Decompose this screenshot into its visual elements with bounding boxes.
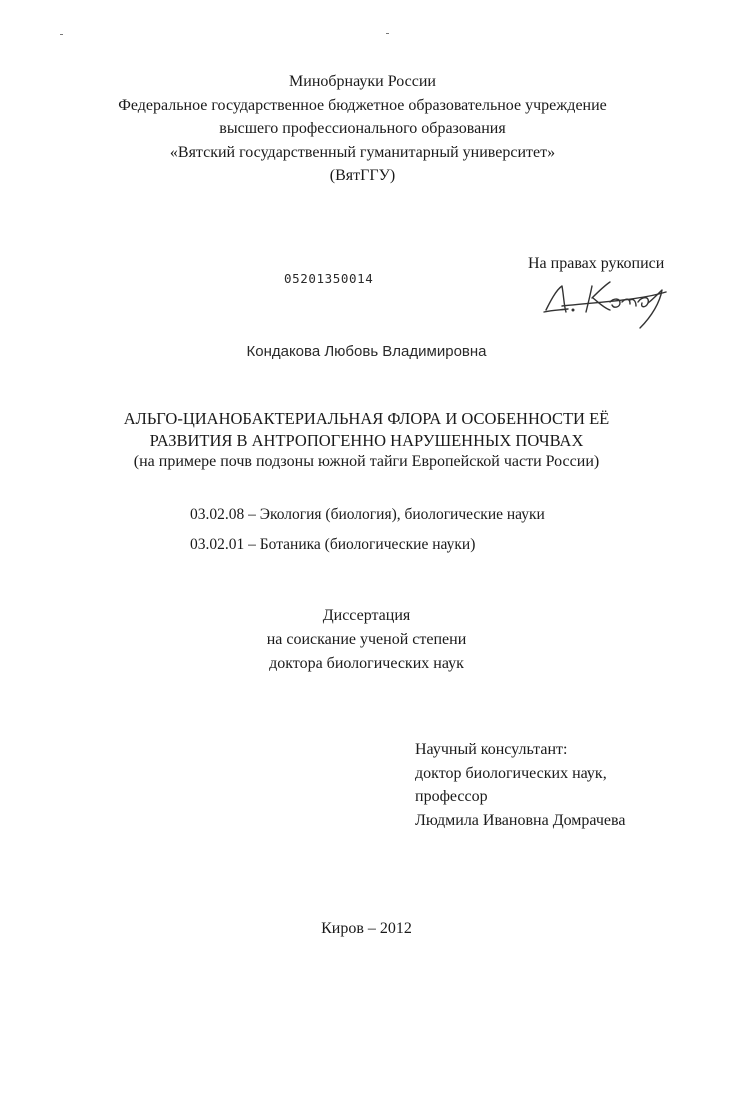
place-and-year (0, 917, 733, 941)
institution-line-2: высшего профессионального образования (219, 120, 506, 137)
consultant-name: Людмила Ивановна Домрачева (415, 811, 626, 829)
document-registration-code: 05201350014 (284, 271, 374, 286)
ministry-name: Минобрнауки России (289, 73, 436, 90)
specialty-codes (190, 500, 545, 560)
title-line-1: АЛЬГО-ЦИАНОБАКТЕРИАЛЬНАЯ ФЛОРА И ОСОБЕННОСТИ ЕЁ (123, 409, 610, 428)
author-name: Кондакова Любовь Владимировна (246, 343, 487, 360)
consultant-degree: доктор биологических наук, (415, 764, 607, 782)
city-year: Киров – 2012 (321, 920, 412, 937)
scan-speck (60, 34, 63, 35)
handwritten-signature (540, 272, 680, 332)
degree-line-1: Диссертация (322, 607, 411, 624)
degree-statement (0, 604, 733, 676)
dissertation-title (0, 408, 733, 473)
university-name: «Вятский государственный гуманитарный университет» (169, 143, 556, 161)
title-subtitle: (на примере почв подзоны южной тайги Европейской части России) (133, 453, 600, 470)
degree-line-2: на соискание ученой степени (266, 631, 467, 648)
manuscript-note: На правах рукописи (528, 255, 665, 272)
scientific-consultant (415, 738, 625, 832)
degree-line-3: доктора биологических наук (269, 655, 464, 672)
scan-speck (386, 33, 389, 34)
title-line-2: РАЗВИТИЯ В АНТРОПОГЕННО НАРУШЕННЫХ ПОЧВАХ (149, 430, 584, 450)
specialty-botany: 03.02.01 – Ботаника (биологические науки) (190, 536, 476, 553)
specialty-ecology: 03.02.08 – Экология (биология), биологические науки (190, 506, 545, 523)
university-abbreviation: (ВятГГУ) (329, 167, 396, 184)
institution-header (0, 70, 733, 188)
institution-line-1: Федеральное государственное бюджетное образовательное учреждение (118, 96, 607, 114)
consultant-label: Научный консультант: (415, 741, 568, 758)
consultant-rank: профессор (415, 788, 488, 805)
